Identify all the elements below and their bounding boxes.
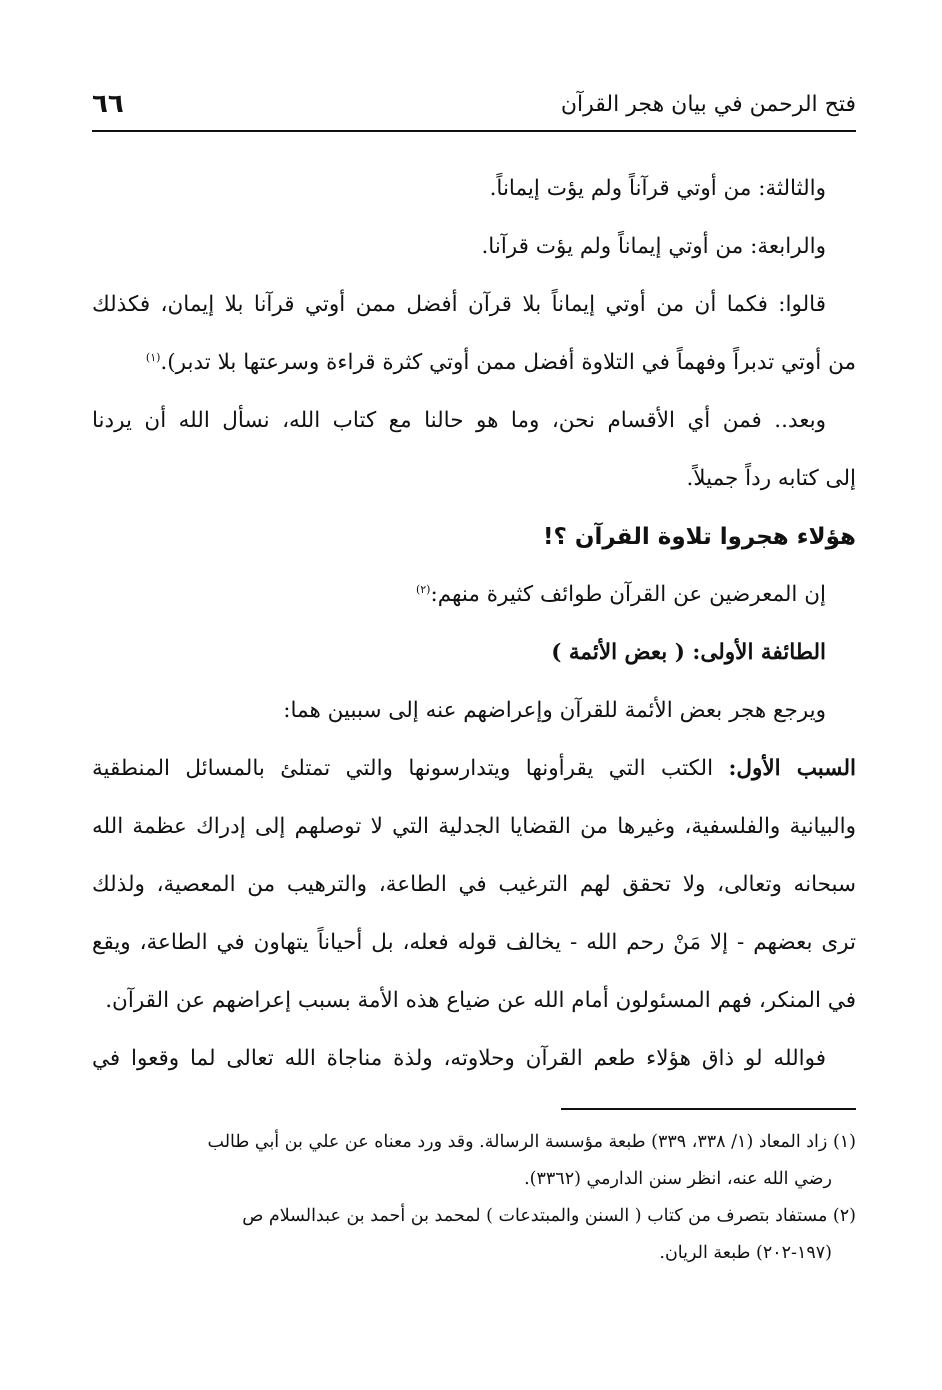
paragraph-third-category: والثالثة: من أوتي قرآناً ولم يؤت إيماناً. <box>489 176 826 201</box>
footnote-1-line-1: (١) زاد المعاد (١/ ٣٣٨، ٣٣٩) طبعة مؤسسة الرسالة. وقد ورد معناه عن علي بن أبي طالب <box>207 1132 856 1152</box>
footnote-rule <box>561 1108 856 1110</box>
paragraph-those-turning-away-text: إن المعرضين عن القرآن طوائف كثيرة منهم: <box>430 582 826 607</box>
page-number: ٦٦ <box>92 89 124 119</box>
paragraph-after-line-2: إلى كتابه رداً جميلاً. <box>686 466 856 491</box>
footnote-ref-1[interactable]: (١) <box>145 350 161 364</box>
paragraph-fourth-category: والرابعة: من أوتي إيماناً ولم يؤت قرآنا. <box>481 234 826 259</box>
reason-first-label: السبب الأول: <box>728 756 856 781</box>
footnotes <box>92 1124 856 1272</box>
group-first-heading: الطائفة الأولى: ( بعض الأئمة ) <box>551 640 826 665</box>
paragraph-said-line-1: قالوا: فكما أن من أوتي إيماناً بلا قرآن أفضل ممن أوتي قرآنا بلا إيمان، فكذلك <box>92 292 826 317</box>
paragraph-after-line-1: وبعد.. فمن أي الأقسام نحن، وما هو حالنا مع كتاب الله، نسأل الله أن يردنا <box>92 408 826 433</box>
paragraph-said-line-2-text: من أوتي تدبراً وفهماً في التلاوة أفضل ممن أوتي كثرة قراءة وسرعتها بلا تدبر). <box>160 350 856 375</box>
section-heading: هؤلاء هجروا تلاوة القرآن ؟! <box>543 524 856 550</box>
reason-first-line-1 <box>92 740 856 798</box>
footnote-1-line-2: رضي الله عنه، انظر سنن الدارمي (٣٣٦٢). <box>524 1169 832 1189</box>
paragraph-by-god: فوالله لو ذاق هؤلاء طعم القرآن وحلاوته، ولذة مناجاة الله تعالى لما وقعوا في <box>92 1046 826 1071</box>
main-text <box>92 160 856 1088</box>
reason-first-line-1-text: الكتب التي يقرأونها ويتدارسونها والتي تمتلئ بالمسائل المنطقية <box>92 756 714 781</box>
footnote-2-line-2: (١٩٧-٢٠٢) طبعة الريان. <box>659 1243 832 1263</box>
footnote-ref-2[interactable]: (٢) <box>415 582 431 596</box>
running-title: فتح الرحمن في بيان هجر القرآن <box>560 91 856 117</box>
reason-first-line-2: والبيانية والفلسفية، وغيرها من القضايا الجدلية التي لا توصلهم إلى إدراك عظمة الله <box>92 814 856 839</box>
reason-first-line-3: سبحانه وتعالى، ولا تحقق لهم الترغيب في الطاعة، والترهيب من المعصية، ولذلك <box>92 872 856 897</box>
reason-first-line-4: ترى بعضهم - إلا مَنْ رحم الله - يخالف قوله فعله، بل أحياناً يتهاون في الطاعة، ويقع <box>92 930 856 955</box>
paragraph-those-turning-away <box>92 566 856 624</box>
page-header <box>92 82 856 126</box>
header-rule <box>92 130 856 132</box>
paragraph-two-reasons: ويرجع هجر بعض الأئمة للقرآن وإعراضهم عنه إلى سببين هما: <box>283 698 826 723</box>
footnote-2-line-1: (٢) مستفاد بتصرف من كتاب ( السنن والمبتدعات ) لمحمد بن أحمد بن عبدالسلام ص <box>242 1206 856 1226</box>
paragraph-said-line-2 <box>92 334 856 392</box>
reason-first-line-5: في المنكر، فهم المسئولون أمام الله عن ضياع هذه الأمة بسبب إعراضهم عن القرآن. <box>105 988 856 1013</box>
